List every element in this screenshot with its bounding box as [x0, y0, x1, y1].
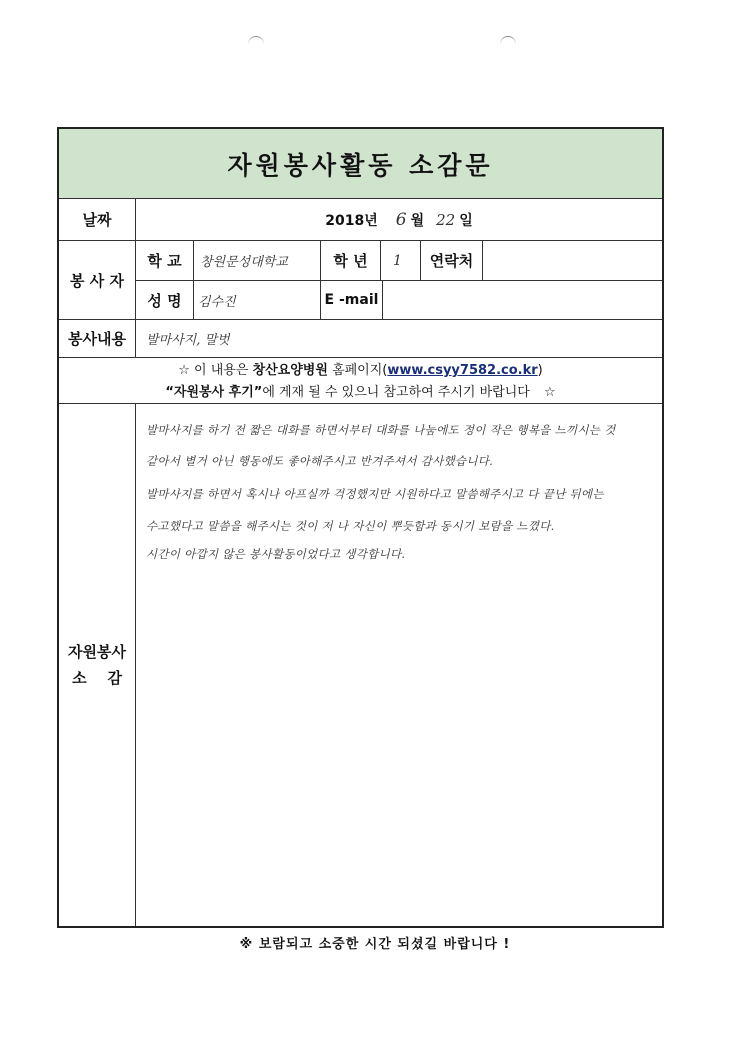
- school-value[interactable]: 창원문성대학교: [193, 240, 320, 280]
- service-label: 봉사내용: [59, 319, 135, 357]
- grade-value[interactable]: 1: [380, 240, 420, 280]
- contact-value[interactable]: [482, 240, 662, 280]
- date-day-unit: 일: [459, 212, 473, 229]
- email-label: E -mail: [320, 280, 382, 319]
- date-label: 날짜: [82, 211, 112, 229]
- date-month-value: 6: [395, 209, 407, 230]
- essay-content[interactable]: [135, 403, 662, 926]
- hospital-name: 창산요양병원: [252, 363, 328, 378]
- volunteer-section-label: 봉 사 자: [59, 240, 135, 319]
- email-value[interactable]: [382, 280, 662, 319]
- notice-line2: 에 게재 될 수 있으니 참고하여 주시기 바랍니다: [262, 385, 530, 400]
- date-day-value: 22: [436, 210, 456, 229]
- star-icon: ☆: [543, 385, 556, 400]
- review-quoted-label: “자원봉사 후기”: [165, 385, 263, 400]
- essay-line: 시간이 아깝지 않은 봉사활동이었다고 생각합니다.: [146, 547, 406, 561]
- essay-label-line1: 자원봉사: [68, 643, 126, 661]
- form-title: 자원봉사활동 소감문: [59, 129, 662, 199]
- essay-line: 수고했다고 말씀을 해주시는 것이 저 나 자신이 뿌듯함과 동시기 보람을 느꼈다.: [146, 519, 555, 533]
- grade-label: 학 년: [320, 240, 380, 280]
- date-field[interactable]: [135, 199, 662, 240]
- date-month-unit: 월: [410, 212, 425, 229]
- notice-box: [59, 357, 662, 403]
- punch-hole-mark-right: [500, 36, 516, 53]
- notice-prefix: 이 내용은: [194, 363, 249, 378]
- volunteer-report-form: [57, 127, 664, 928]
- school-label: 학 교: [135, 240, 193, 280]
- footer-message: ※ 보람되고 소중한 시간 되셨길 바랍니다 !: [239, 937, 511, 952]
- star-icon: ☆: [178, 363, 190, 378]
- essay-line: 발마사지를 하면서 혹시나 아프실까 걱정했지만 시원하다고 말씀해주시고 다 끝난 뒤에는: [146, 487, 604, 501]
- essay-label-line2: 소 감: [72, 669, 122, 687]
- hospital-url-link[interactable]: www.csyy7582.co.kr: [387, 363, 538, 378]
- essay-label: [59, 403, 135, 926]
- name-value[interactable]: 김수진: [193, 280, 320, 319]
- essay-line: 발마사지를 하기 전 짧은 대화를 하면서부터 대화를 나눔에도 정이 작은 행복을 느끼시는 것: [146, 423, 616, 437]
- contact-label: 연락처: [420, 240, 482, 280]
- essay-line: 같아서 별거 아닌 행동에도 좋아해주시고 반겨주셔서 감사했습니다.: [146, 454, 494, 468]
- notice-homepage: 홈페이지(: [332, 363, 388, 378]
- punch-hole-mark-left: [248, 36, 264, 53]
- name-label: 성 명: [135, 280, 193, 319]
- notice-paren-close: ): [537, 363, 543, 378]
- service-value[interactable]: 발마사지, 말벗: [135, 319, 662, 357]
- date-year: 2018년: [325, 212, 378, 229]
